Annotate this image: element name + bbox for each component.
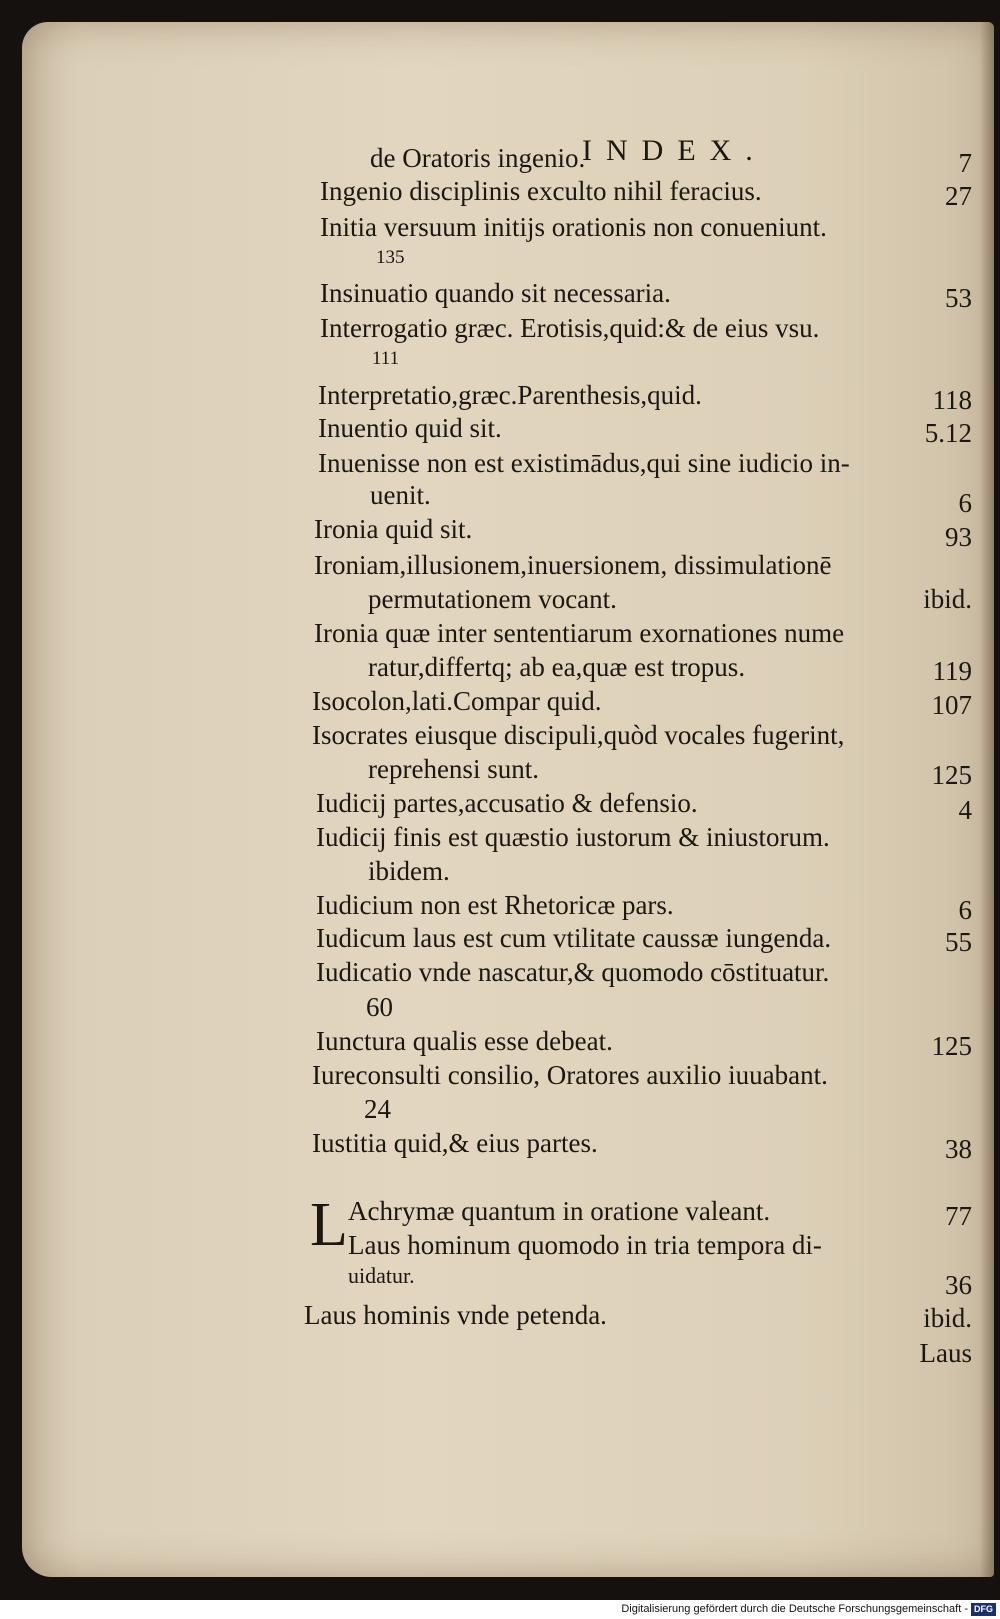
catchword: Laus xyxy=(919,1338,972,1368)
entry-text: 24 xyxy=(364,1094,391,1124)
entry-text: Iudicum laus est cum vtilitate caussæ iungenda. xyxy=(316,923,832,953)
entry-page: 125 xyxy=(931,1031,972,1061)
entry-text: permutationem vocant. xyxy=(368,584,617,614)
drop-cap-initial: L xyxy=(310,1191,348,1259)
entry-text: Iureconsulti consilio, Oratores auxilio iuuabant. xyxy=(312,1060,828,1090)
entry-text: 111 xyxy=(372,348,400,369)
entry-page: 118 xyxy=(932,385,972,415)
entry-page: 53 xyxy=(945,283,972,313)
index-entries xyxy=(22,22,994,1577)
entry-page: 93 xyxy=(945,522,972,552)
entry-text: Achrymæ quantum in oratione valeant. xyxy=(348,1196,771,1226)
entry-page: 55 xyxy=(945,927,972,957)
entry-page: 7 xyxy=(958,148,972,178)
dfg-logo: DFG xyxy=(971,1603,996,1616)
entry-page: 125 xyxy=(931,760,972,790)
entry-text: 60 xyxy=(366,992,393,1022)
entry-page: 107 xyxy=(931,690,972,720)
entry-page: 5.12 xyxy=(924,418,972,448)
footer-text: Digitalisierung gefördert durch die Deutsche Forschungsgemeinschaft - xyxy=(621,1603,968,1615)
entry-text: Ironia quid sit. xyxy=(314,514,473,544)
entry-text: Initia versuum initijs orationis non conueniunt. xyxy=(320,212,827,242)
entry-text: Iudicij finis est quæstio iustorum & iniustorum. xyxy=(316,822,830,852)
entry-text: Insinuatio quando sit necessaria. xyxy=(320,278,671,308)
page-header: INDEX. xyxy=(582,134,767,167)
entry-text: Inuentio quid sit. xyxy=(318,413,502,443)
entry-page: ibid. xyxy=(923,584,972,614)
entry-page: 27 xyxy=(945,181,972,211)
entry-text: de Oratoris ingenio. xyxy=(370,143,586,173)
entry-page: 6 xyxy=(958,488,972,518)
entry-text: Iunctura qualis esse debeat. xyxy=(316,1026,613,1056)
entry-text: Iudicatio vnde nascatur,& quomodo cōstituatur. xyxy=(316,957,830,987)
entry-text: ibidem. xyxy=(368,856,450,886)
entry-text: Laus hominum quomodo in tria tempora di- xyxy=(348,1230,822,1260)
entry-text: Interrogatio græc. Erotisis,quid:& de eius vsu. xyxy=(320,313,820,343)
entry-text: ratur,differtq; ab ea,quæ est tropus. xyxy=(368,652,746,682)
entry-text: Iustitia quid,& eius partes. xyxy=(312,1128,598,1158)
entry-page: 36 xyxy=(945,1270,972,1300)
entry-text: Iudicium non est Rhetoricæ pars. xyxy=(316,890,674,920)
entry-text: Isocolon,lati.Compar quid. xyxy=(312,686,602,716)
entry-text: uenit. xyxy=(370,480,431,510)
entry-text: Inuenisse non est existimādus,qui sine iudicio in- xyxy=(318,448,850,478)
entry-text: Ironiam,illusionem,inuersionem, dissimulationē xyxy=(314,550,832,580)
entry-text: Iudicij partes,accusatio & defensio. xyxy=(316,788,698,818)
entry-text: uidatur. xyxy=(348,1263,415,1288)
entry-page: 4 xyxy=(958,795,972,825)
entry-text: Isocrates eiusque discipuli,quòd vocales fugerint, xyxy=(312,720,845,750)
entry-text: reprehensi sunt. xyxy=(368,754,539,784)
entry-text: 135 xyxy=(376,247,405,268)
entry-text: Ingenio disciplinis exculto nihil feracius. xyxy=(320,176,762,206)
entry-text: Ironia quæ inter sententiarum exornationes nume xyxy=(314,618,845,648)
entry-page: 77 xyxy=(945,1201,972,1231)
entry-page: ibid. xyxy=(923,1303,972,1333)
entry-text: Laus hominis vnde petenda. xyxy=(304,1300,607,1330)
entry-page: 119 xyxy=(932,656,972,686)
entry-text: Interpretatio,græc.Parenthesis,quid. xyxy=(318,380,702,410)
entry-page: 38 xyxy=(945,1134,972,1164)
entry-page: 6 xyxy=(958,895,972,925)
digitization-footer xyxy=(0,1600,1000,1619)
book-page xyxy=(22,22,994,1577)
